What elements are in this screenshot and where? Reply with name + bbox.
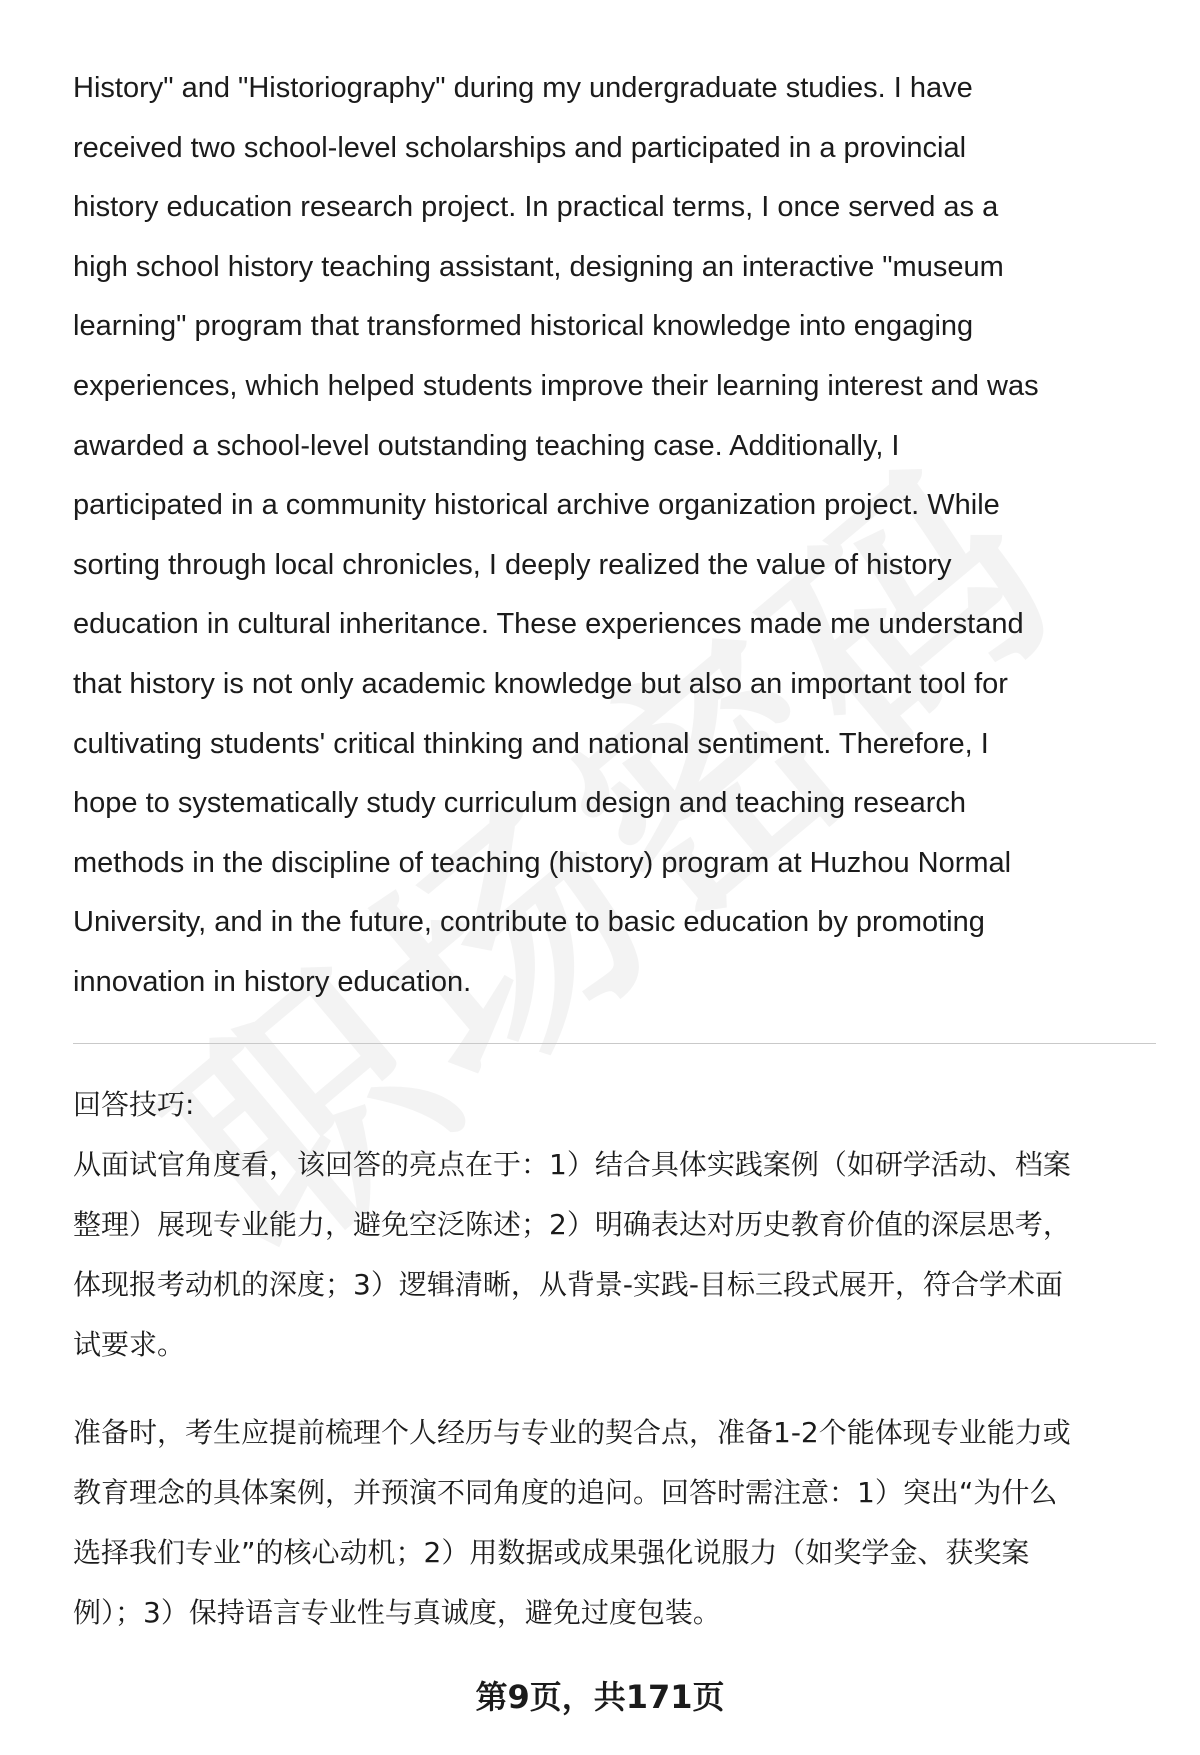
- body-text-line: that history is not only academic knowledge but also an important tool for: [73, 667, 1008, 700]
- preparation-text-line: 选择我们专业”的核心动机；2）用数据或成果强化说服力（如奖学金、获奖案: [73, 1536, 1030, 1569]
- preparation-text-line: 准备时，考生应提前梳理个人经历与专业的契合点，准备1-2个能体现专业能力或: [73, 1416, 1071, 1449]
- body-text-line: high school history teaching assistant, designing an interactive "museum: [73, 250, 1004, 283]
- body-text-line: history education research project. In practical terms, I once served as a: [73, 191, 999, 224]
- preparation-text-line: 例）；3）保持语言专业性与真诚度，避免过度包装。: [73, 1596, 721, 1629]
- body-text-line: received two school-level scholarships and participated in a provincial: [73, 131, 967, 164]
- body-text-line: innovation in history education.: [73, 965, 472, 998]
- page-number: 第9页，共171页: [475, 1678, 725, 1716]
- tips-text-line: 体现报考动机的深度；3）逻辑清晰，从背景-实践-目标三段式展开，符合学术面: [73, 1268, 1064, 1301]
- body-text-line: History" and "Historiography" during my undergraduate studies. I have: [73, 72, 973, 104]
- body-text-line: experiences, which helped students improve their learning interest and was: [73, 369, 1039, 402]
- body-text-line: awarded a school-level outstanding teaching case. Additionally, I: [73, 429, 900, 462]
- tips-text-line: 从面试官角度看，该回答的亮点在于：1）结合具体实践案例（如研学活动、档案: [73, 1148, 1071, 1181]
- body-text-line: participated in a community historical archive organization project. While: [73, 489, 1000, 522]
- preparation-section: [73, 1403, 1158, 1643]
- body-text-line: methods in the discipline of teaching (history) program at Huzhou Normal: [73, 846, 1012, 879]
- tips-section: [73, 1075, 1158, 1375]
- body-text-line: sorting through local chronicles, I deeply realized the value of history: [73, 548, 952, 581]
- tips-text-line: 试要求。: [73, 1328, 186, 1361]
- section-divider: [73, 1043, 1156, 1044]
- body-text-line: learning" program that transformed historical knowledge into engaging: [73, 310, 974, 343]
- answer-body: [73, 59, 1158, 1013]
- body-text-line: education in cultural inheritance. These experiences made me understand: [73, 608, 1024, 641]
- body-text-line: University, and in the future, contribute to basic education by promoting: [73, 906, 985, 939]
- tips-heading: 回答技巧:: [73, 1088, 195, 1121]
- body-text-line: cultivating students' critical thinking and national sentiment. Therefore, I: [73, 727, 989, 760]
- body-text-line: hope to systematically study curriculum design and teaching research: [73, 787, 967, 820]
- tips-text-line: 整理）展现专业能力，避免空泛陈述；2）明确表达对历史教育价值的深层思考，: [73, 1208, 1071, 1241]
- preparation-text-line: 教育理念的具体案例，并预演不同角度的追问。回答时需注意：1）突出“为什么: [73, 1476, 1058, 1509]
